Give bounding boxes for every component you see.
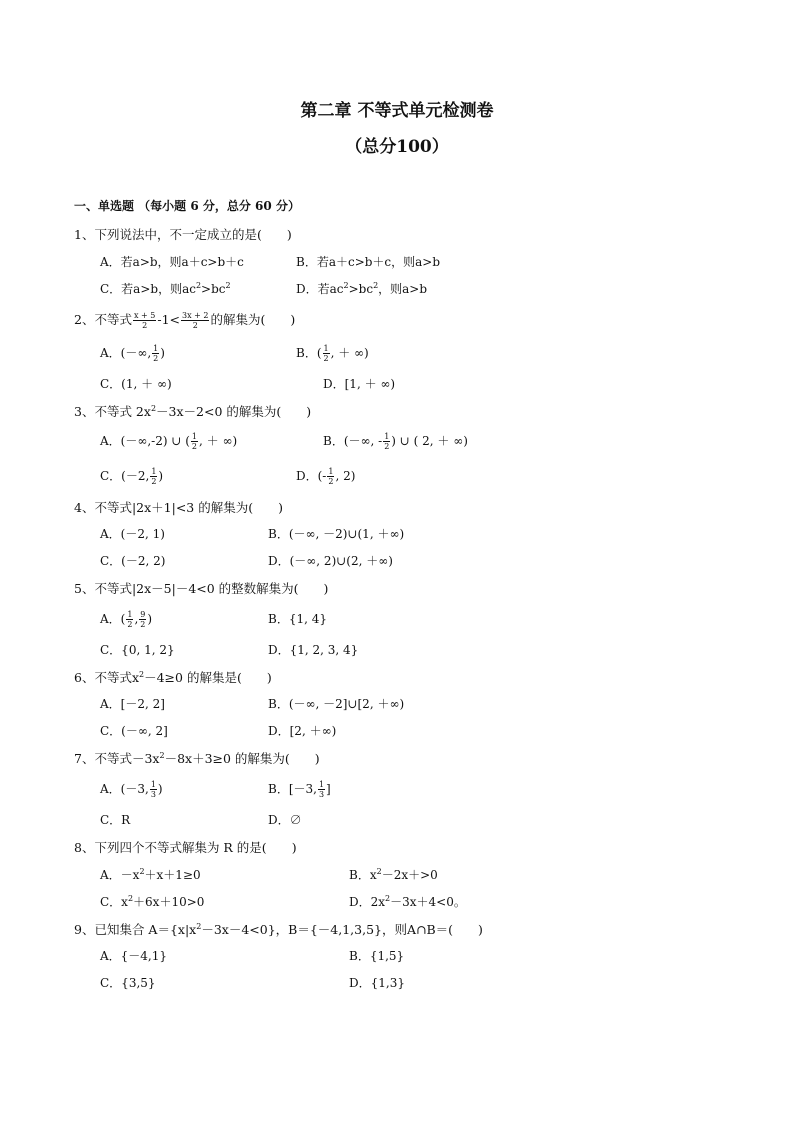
q6-option-d: D．[2, ＋∞) [268, 724, 337, 738]
q3-option-a: A．(－∞,-2) ∪ ( $\frac{1}{2}$ , ＋ ∞) [100, 432, 238, 451]
q2-option-a: A．(－∞, $\frac{1}{2}$ ) [100, 344, 165, 363]
q3-option-b: B．(－∞, - $\frac{1}{2}$ ) ∪ ( 2, ＋ ∞) [323, 432, 468, 451]
q5-option-b: B．{1, 4} [268, 612, 327, 626]
section-heading: 一、单选题 （每小题 6 分，总分 60 分） [74, 199, 300, 213]
q9-option-b: B．{1,5} [349, 949, 405, 963]
q2-option-b: B．( $\frac{1}{2}$ , ＋ ∞) [296, 344, 369, 363]
q7-option-d: D．∅ [268, 813, 302, 827]
q5-option-c: C．{0, 1, 2} [100, 643, 175, 657]
q1-option-a: A．若a>b，则a＋c>b＋c [100, 255, 244, 269]
page-title: 第二章 不等式单元检测卷 [300, 101, 494, 121]
q9-option-a: A．{－4,1} [100, 949, 168, 963]
q7-option-a: A．(－3, $\frac{1}{3}$ ) [100, 780, 163, 799]
q6-option-b: B．(－∞, －2]∪[2, ＋∞) [268, 697, 405, 711]
q4-option-c: C．(－2, 2) [100, 554, 166, 568]
q2-option-d: D．[1, ＋ ∞) [323, 377, 396, 391]
q5-option-a: A．( $\frac{1}{2}$ , $\frac{9}{2}$ ) [100, 610, 153, 629]
q1-option-b: B．若a＋c>b＋c，则a>b [296, 255, 441, 269]
q8-option-a: A．$-x^2+x+1\ge 0$ [100, 867, 201, 882]
q7-option-b: B．[－3, $\frac{1}{3}$ ] [268, 780, 331, 799]
question-2: 2、不等式 $\frac{x + 5}{2}$ -1< $\frac{3x + 2}{2}$ 的解集为( ) [74, 311, 296, 330]
q8-option-b: B．$x^2-2x+>0$ [349, 867, 438, 882]
question-5: 5、不等式|2x－5|－4<0 的整数解集为( ) [74, 581, 329, 596]
question-7: 7、不等式$-3x^2-8x+3\ge 0$ 的解集为( ) [74, 750, 320, 766]
q7-option-c: C．R [100, 813, 131, 827]
q4-option-b: B．(－∞, －2)∪(1, ＋∞) [268, 527, 405, 541]
q6-option-c: C．(－∞, 2] [100, 724, 168, 738]
q4-option-a: A．(－2, 1) [100, 527, 165, 541]
q9-option-d: D．{1,3} [349, 976, 405, 990]
q2-option-c: C．(1, ＋ ∞) [100, 377, 172, 391]
question-6: 6、不等式$x^2-4\ge 0$ 的解集是( ) [74, 669, 272, 685]
q3-option-c: C．(－2, $\frac{1}{2}$ ) [100, 467, 164, 486]
question-9: 9、已知集合 $A=\{x|x^2-3x-4<0\}$，B＝{－4,1,3,5}，则A∩B＝( ) [74, 921, 483, 937]
question-3: 3、不等式 $2x^2-3x-2<0$ 的解集为( ) [74, 403, 312, 419]
q1-option-c: C．若a>b，则$ac^2>bc^2$ [100, 281, 231, 296]
q8-option-d: D．$2x^2-3x+4<0$。 [349, 894, 466, 909]
q5-option-d: D．{1, 2, 3, 4} [268, 643, 359, 657]
question-4: 4、不等式|2x＋1|<3 的解集为( ) [74, 500, 283, 515]
q1-option-d: D．若$ac^2>bc^2$，则a>b [296, 281, 428, 296]
page-subtitle: （总分100） [345, 137, 449, 157]
q3-option-d: D．(- $\frac{1}{2}$ , 2) [296, 467, 356, 486]
q8-option-c: C．$x^2+6x+10>0$ [100, 894, 205, 909]
question-8: 8、下列四个不等式解集为 R 的是( ) [74, 840, 297, 855]
q4-option-d: D．(－∞, 2)∪(2, ＋∞) [268, 554, 393, 568]
q9-option-c: C．{3,5} [100, 976, 156, 990]
q6-option-a: A．[－2, 2] [100, 697, 165, 711]
question-1: 1、下列说法中，不一定成立的是( ) [74, 227, 292, 242]
